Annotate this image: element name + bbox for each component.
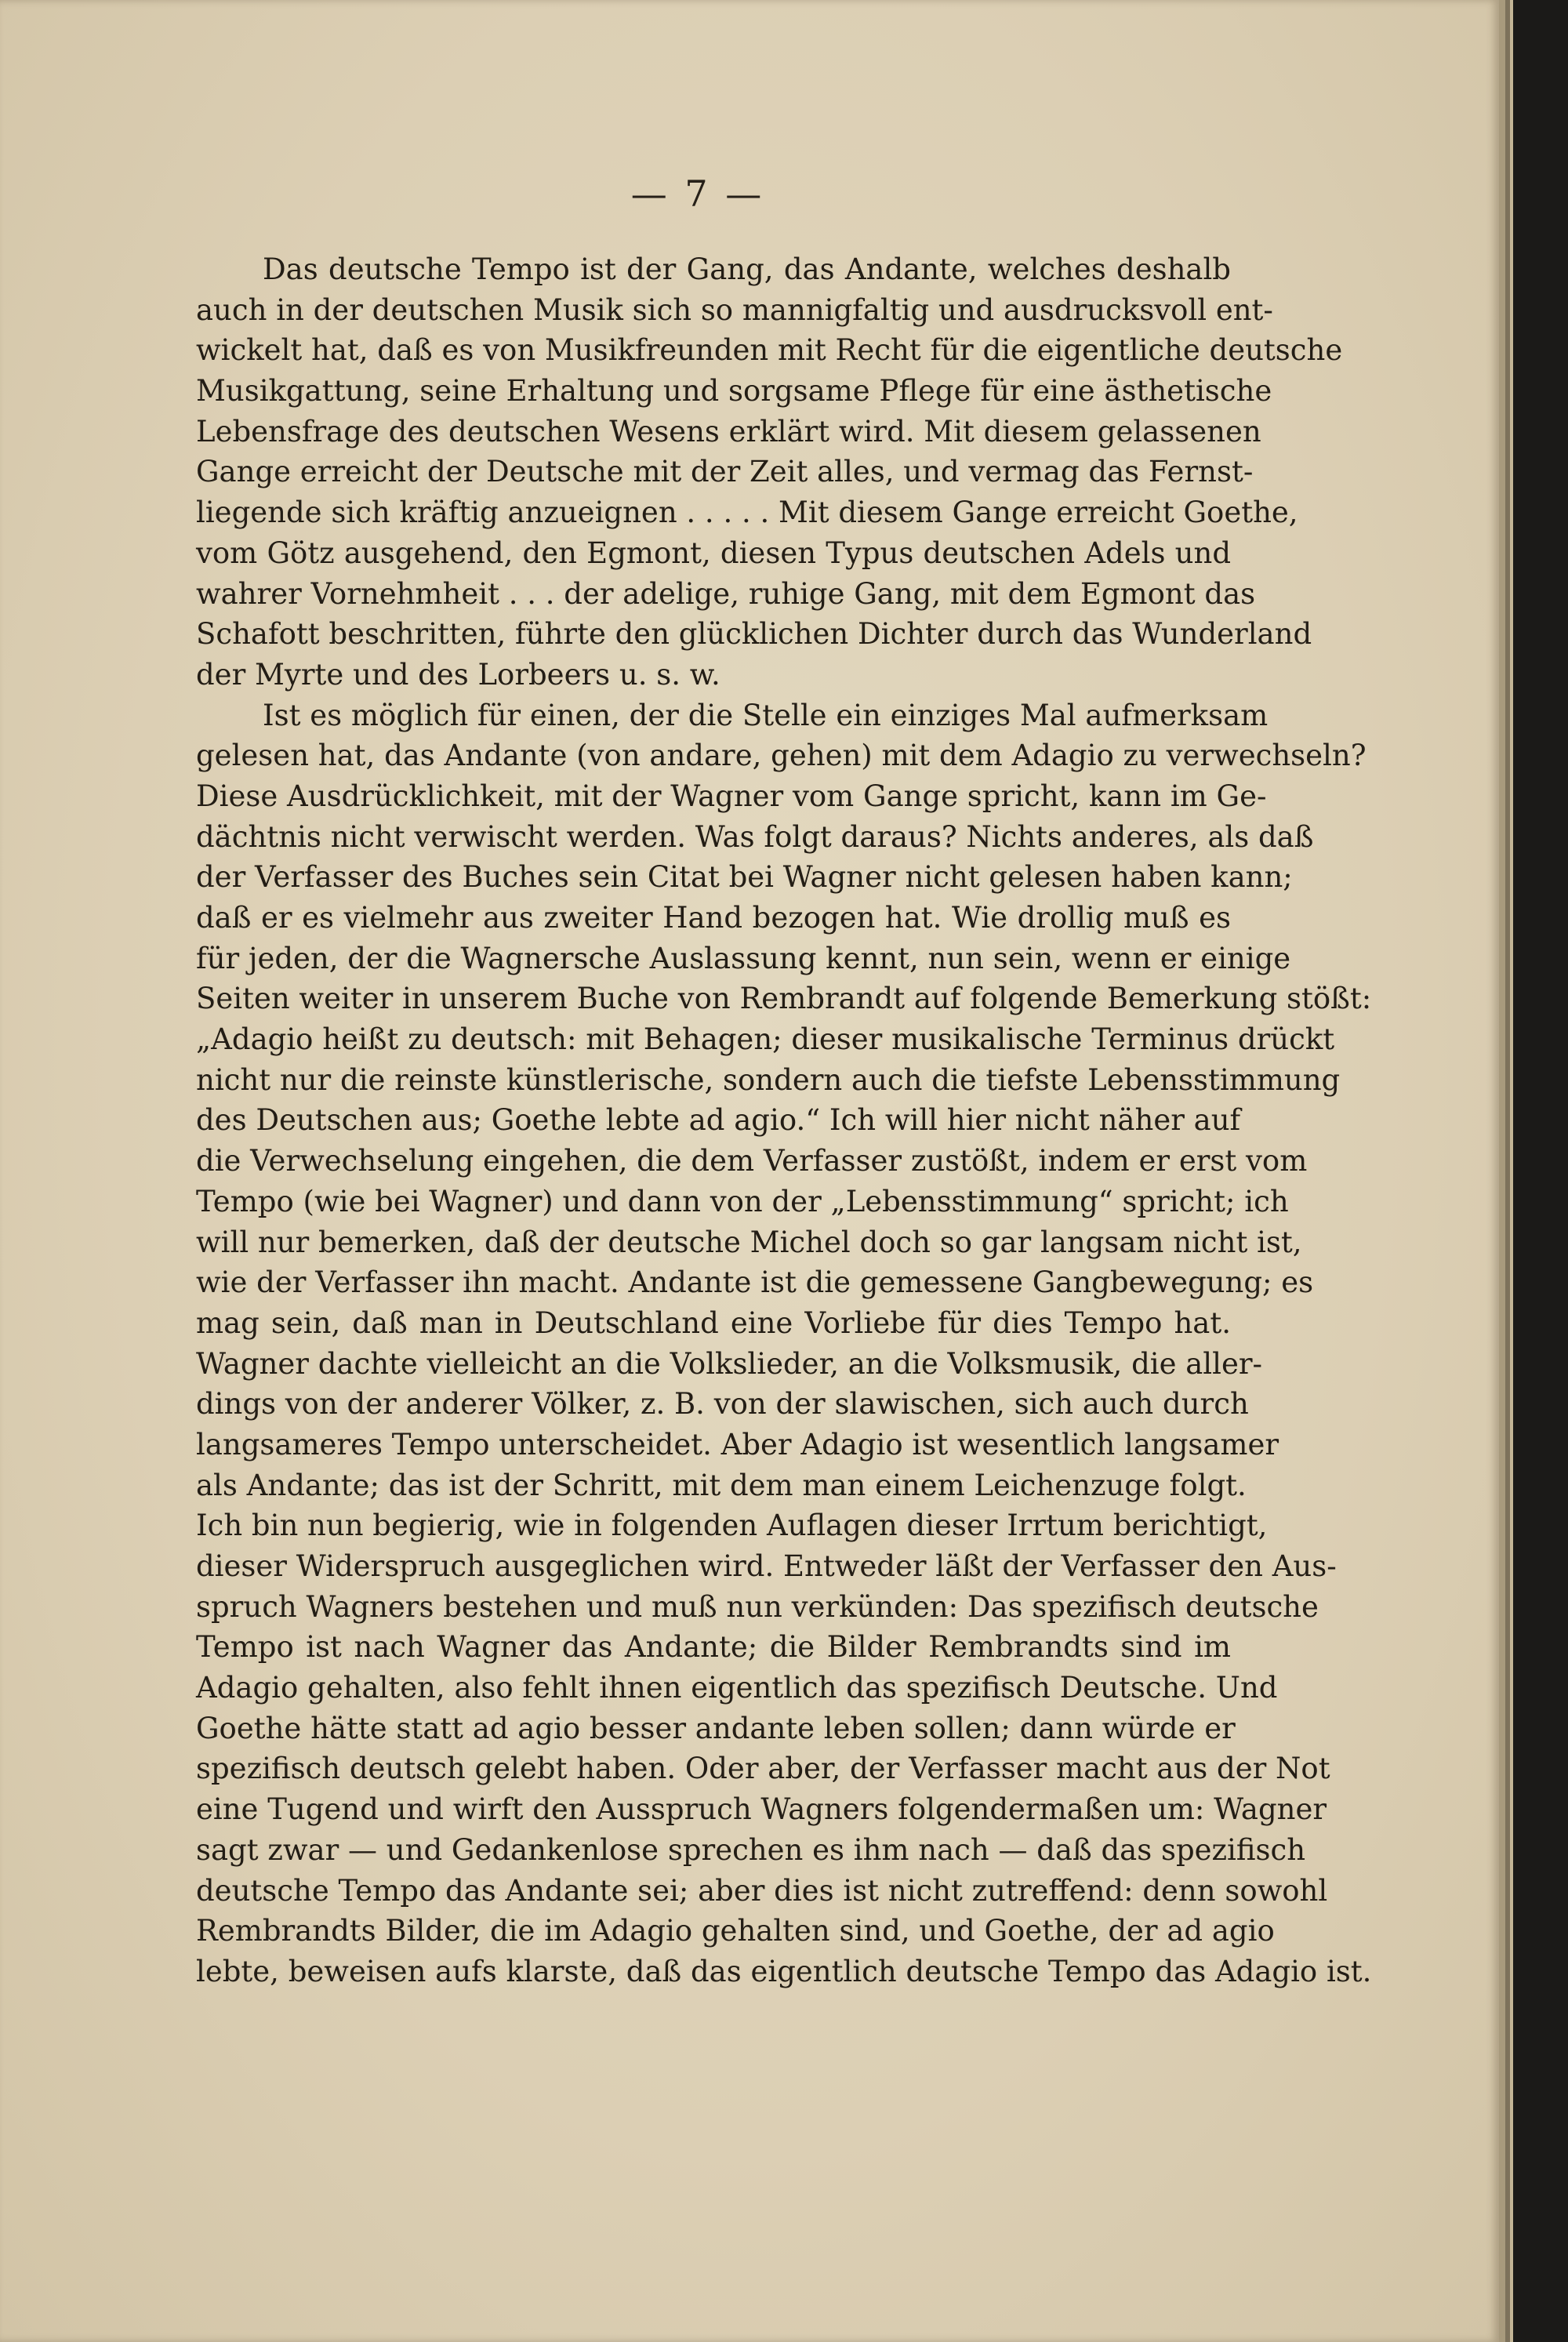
text-line: Diese Ausdrücklichkeit, mit der Wagner vom Gange spricht, kann im Ge- [196,779,1267,813]
text-line: als Andante; das ist der Schritt, mit dem man einem Leichenzuge folgt. [196,1468,1247,1502]
text-line: „Adagio heißt zu deutsch: mit Behagen; dieser musikalische Terminus drückt [196,1022,1335,1057]
text-line: lebte, beweisen aufs klarste, daß das eigentlich deutsche Tempo das Adagio ist. [196,1954,1372,1988]
text-line: Tempo ist nach Wagner das Andante; die Bilder Rembrandts sind im [196,1630,1231,1665]
text-line: deutsche Tempo das Andante sei; aber dies ist nicht zutreffend: denn sowohl [196,1873,1328,1908]
text-line: langsameres Tempo unterscheidet. Aber Adagio ist wesentlich langsamer [196,1427,1279,1461]
text-line: Goethe hätte statt ad agio besser andante leben sollen; dann würde er [196,1711,1236,1745]
text-line: Adagio gehalten, also fehlt ihnen eigentlich das spezifisch Deutsche. Und [196,1671,1278,1705]
text-line: dings von der anderer Völker, z. B. von der slawischen, sich auch durch [196,1387,1249,1422]
text-line: wahrer Vornehmheit . . . der adelige, ruhige Gang, mit dem Egmont das [196,576,1256,611]
page-edge [1499,0,1505,2342]
text-line: die Verwechselung eingehen, die dem Verfasser zustößt, indem er erst vom [196,1144,1308,1178]
text-line: dächtnis nicht verwischt werden. Was folgt daraus? Nichts anderes, als daß [196,819,1314,854]
text-line: wie der Verfasser ihn macht. Andante ist die gemessene Gangbewegung; es [196,1265,1314,1300]
text-line: Ich bin nun begierig, wie in folgenden Auflagen dieser Irrtum berichtigt, [196,1509,1268,1543]
text-line: vom Götz ausgehend, den Egmont, diesen Typus deutschen Adels und [196,536,1231,570]
text-line: der Verfasser des Buches sein Citat bei Wagner nicht gelesen haben kann; [196,860,1293,895]
text-line: der Myrte und des Lorbeers u. s. w. [196,657,720,692]
text-line: Lebensfrage des deutschen Wesens erklärt wird. Mit diesem gelassenen [196,414,1261,448]
text-line: nicht nur die reinste künstlerische, sondern auch die tiefste Lebensstimmung [196,1062,1341,1097]
text-line: Wagner dachte vielleicht an die Volkslieder, an die Volksmusik, die aller- [196,1346,1263,1381]
text-line: mag sein, daß man in Deutschland eine Vorliebe für dies Tempo hat. [196,1305,1231,1340]
page-number: — 7 — [630,172,765,215]
text-line: Ist es möglich für einen, der die Stelle ein einziges Mal aufmerksam [263,698,1269,732]
text-line: Schafott beschritten, führte den glücklichen Dichter durch das Wunderland [196,617,1312,652]
text-line: auch in der deutschen Musik sich so mannigfaltig und ausdrucksvoll ent- [196,292,1273,327]
body-text [196,249,1372,1992]
book-cover-edge [1513,0,1568,2342]
text-line: für jeden, der die Wagnersche Auslassung kennt, nun sein, wenn er einige [196,941,1291,975]
text-line: Seiten weiter in unserem Buche von Rembrandt auf folgende Bemerkung stößt: [196,982,1372,1016]
text-line: eine Tugend und wirft den Ausspruch Wagners folgendermaßen um: Wagner [196,1792,1327,1827]
text-line: dieser Widerspruch ausgeglichen wird. Entweder läßt der Verfasser den Aus- [196,1549,1337,1583]
text-line: spezifisch deutsch gelebt haben. Oder aber, der Verfasser macht aus der Not [196,1752,1330,1786]
text-line: daß er es vielmehr aus zweiter Hand bezogen hat. Wie drollig muß es [196,901,1231,935]
text-line: Tempo (wie bei Wagner) und dann von der „Lebensstimmung“ spricht; ich [196,1184,1289,1218]
text-line: spruch Wagners bestehen und muß nun verkünden: Das spezifisch deutsche [196,1589,1319,1624]
text-line: des Deutschen aus; Goethe lebte ad agio.“ Ich will hier nicht näher auf [196,1103,1241,1138]
text-line: sagt zwar — und Gedankenlose sprechen es ihm nach — daß das spezifisch [196,1832,1306,1867]
text-line: Gange erreicht der Deutsche mit der Zeit alles, und vermag das Fernst- [196,455,1254,489]
text-line: will nur bemerken, daß der deutsche Michel doch so gar langsam nicht ist, [196,1225,1302,1259]
text-line: liegende sich kräftig anzueignen . . . . . Mit diesem Gange erreicht Goethe, [196,496,1298,530]
text-line: gelesen hat, das Andante (von andare, gehen) mit dem Adagio zu verwechseln? [196,739,1367,773]
text-line: Das deutsche Tempo ist der Gang, das Andante, welches deshalb [263,252,1231,286]
text-line: Musikgattung, seine Erhaltung und sorgsame Pflege für eine ästhetische [196,374,1272,408]
text-line: wickelt hat, daß es von Musikfreunden mit Recht für die eigentliche deutsche [196,333,1343,368]
text-line: Rembrandts Bilder, die im Adagio gehalten sind, und Goethe, der ad agio [196,1914,1275,1948]
